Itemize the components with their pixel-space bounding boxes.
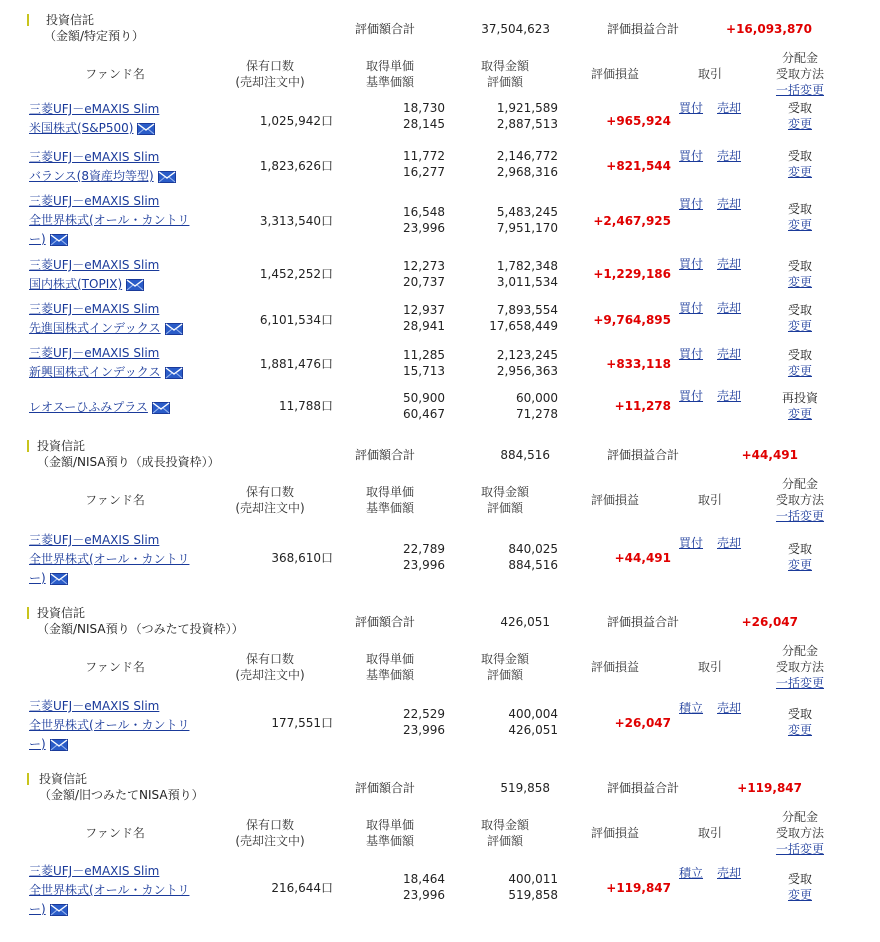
fund-name-link[interactable] (29, 256, 159, 294)
distribution-method: 受取 (787, 202, 812, 216)
unrealized-gain: +119,847 (606, 881, 671, 895)
unrealized-gain: +1,229,186 (593, 267, 671, 281)
unrealized-gain: +26,047 (614, 716, 671, 730)
total-value: 884,516 (500, 448, 550, 462)
fund-name-link[interactable] (29, 398, 170, 417)
unit-cost: 11,772 (403, 149, 445, 163)
mail-icon[interactable] (126, 279, 144, 291)
unrealized-gain: +44,491 (614, 551, 671, 565)
valuation: 519,858 (508, 888, 558, 902)
fund-name-line[interactable]: 三菱UFJ－eMAXIS Slim (29, 864, 160, 878)
section-subtitle: （金額/特定預り） (44, 29, 145, 43)
col-header-amount: 取得金額 (480, 485, 529, 499)
total-gain: +16,093,870 (726, 22, 812, 36)
col-header-value: 評価額 (486, 501, 523, 515)
unit-cost: 12,937 (403, 303, 445, 317)
col-header-value: 評価額 (486, 834, 523, 848)
col-header-units: 保有口数 (245, 485, 294, 499)
fund-name-line[interactable]: ー) (29, 230, 189, 249)
sell-link[interactable]: 売却 (717, 701, 742, 715)
fund-name-link[interactable] (29, 148, 176, 186)
col-header-cost: 取得単価 (365, 652, 414, 666)
total-gain-label: 評価損益合計 (607, 781, 680, 795)
unit-cost: 22,789 (403, 542, 445, 556)
col-header-gain: 評価損益 (590, 826, 639, 840)
col-header-fund: ファンド名 (85, 493, 145, 507)
sell-link[interactable]: 売却 (717, 866, 742, 880)
total-value-label: 評価額合計 (355, 781, 416, 795)
col-header-nav: 基準価額 (365, 668, 414, 682)
col-header-dist-method: 受取方法 (775, 67, 824, 81)
col-header-gain: 評価損益 (590, 67, 639, 81)
total-value-label: 評価額合計 (355, 448, 416, 462)
fund-name-line[interactable]: 全世界株式(オール・カントリ (29, 718, 190, 732)
col-header-amount: 取得金額 (480, 818, 529, 832)
fund-name-line[interactable]: 三菱UFJ－eMAXIS Slim (29, 302, 160, 316)
section-title: 投資信託 (37, 439, 86, 453)
total-gain-label: 評価損益合計 (607, 448, 680, 462)
unit-cost: 11,285 (403, 348, 445, 362)
col-header-nav: 基準価額 (365, 501, 414, 515)
distribution-method: 受取 (787, 542, 812, 556)
acquisition-amount: 1,921,589 (496, 101, 558, 115)
col-header-units-sub: (売却注文中) (235, 834, 305, 848)
buy-link[interactable]: 買付 (679, 347, 704, 361)
mail-icon[interactable] (165, 367, 183, 379)
unrealized-gain: +9,764,895 (593, 313, 671, 327)
section-subtitle: （金額/旧つみたてNISA預り） (39, 788, 204, 802)
valuation: 2,956,363 (496, 364, 558, 378)
col-header-units: 保有口数 (245, 818, 294, 832)
fund-name-line[interactable]: ー) (29, 735, 189, 754)
units-held: 3,313,540口 (259, 214, 333, 228)
buy-link[interactable]: 買付 (679, 301, 704, 315)
col-header-fund: ファンド名 (85, 826, 145, 840)
unit-cost: 50,900 (403, 391, 445, 405)
col-header-amount: 取得金額 (480, 59, 529, 73)
col-header-cost: 取得単価 (365, 818, 414, 832)
nav-price: 23,996 (403, 221, 445, 235)
fund-name-link[interactable] (29, 344, 183, 382)
col-header-units-sub: (売却注文中) (235, 668, 305, 682)
change-distribution-link[interactable]: 変更 (787, 319, 812, 333)
fund-name-link[interactable] (29, 300, 183, 338)
sell-link[interactable]: 売却 (717, 301, 742, 315)
valuation: 2,968,316 (496, 165, 558, 179)
col-header-dist: 分配金 (781, 644, 818, 658)
col-header-nav: 基準価額 (365, 75, 414, 89)
distribution-method: 受取 (787, 872, 812, 886)
valuation: 71,278 (516, 407, 558, 421)
section-title: 投資信託 (46, 13, 95, 27)
change-distribution-link[interactable]: 変更 (787, 723, 812, 737)
buy-link[interactable]: 買付 (679, 389, 704, 403)
col-header-units-sub: (売却注文中) (235, 501, 305, 515)
acquisition-amount: 2,123,245 (496, 348, 558, 362)
fund-name-link[interactable] (29, 862, 189, 919)
change-distribution-link[interactable]: 変更 (787, 117, 812, 131)
nav-price: 20,737 (403, 275, 445, 289)
total-gain-label: 評価損益合計 (607, 615, 680, 629)
fund-name-line[interactable]: 三菱UFJ－eMAXIS Slim (29, 533, 160, 547)
unrealized-gain: +833,118 (606, 357, 671, 371)
mail-icon[interactable] (50, 573, 68, 585)
col-header-dist-method: 受取方法 (775, 826, 824, 840)
distribution-method: 受取 (787, 149, 812, 163)
valuation: 7,951,170 (496, 221, 558, 235)
bulk-change-link[interactable]: 一括変更 (775, 83, 824, 97)
col-header-fund: ファンド名 (85, 660, 145, 674)
buy-link[interactable]: 買付 (679, 197, 704, 211)
valuation: 426,051 (508, 723, 558, 737)
nav-price: 28,145 (403, 117, 445, 131)
accumulate-link[interactable]: 積立 (679, 866, 704, 880)
valuation: 2,887,513 (496, 117, 558, 131)
col-header-amount: 取得金額 (480, 652, 529, 666)
bulk-change-link[interactable]: 一括変更 (775, 842, 824, 856)
units-held: 1,025,942口 (259, 114, 333, 128)
units-held: 1,452,252口 (259, 267, 333, 281)
total-gain: +119,847 (737, 781, 802, 795)
fund-name-link[interactable] (29, 100, 159, 138)
total-gain-label: 評価損益合計 (607, 22, 680, 36)
unrealized-gain: +821,544 (606, 159, 671, 173)
fund-name-line[interactable]: 三菱UFJ－eMAXIS Slim (29, 258, 160, 272)
sell-link[interactable]: 売却 (717, 347, 742, 361)
valuation: 884,516 (508, 558, 558, 572)
section-accent-bar (27, 440, 29, 452)
fund-name-line[interactable]: 国内株式(TOPIX) (29, 275, 159, 294)
fund-name-line[interactable]: ー) (29, 900, 189, 919)
col-header-trade: 取引 (697, 67, 722, 81)
sell-link[interactable]: 売却 (717, 197, 742, 211)
mail-icon[interactable] (50, 234, 68, 246)
section-subtitle: （金額/NISA預り（つみたて投資枠）） (37, 622, 244, 636)
unit-cost: 16,548 (403, 205, 445, 219)
fund-name-link[interactable] (29, 697, 189, 754)
nav-price: 16,277 (403, 165, 445, 179)
buy-link[interactable]: 買付 (679, 536, 704, 550)
section-title: 投資信託 (37, 606, 86, 620)
change-distribution-link[interactable]: 変更 (787, 275, 812, 289)
distribution-method: 受取 (787, 101, 812, 115)
col-header-units-sub: (売却注文中) (235, 75, 305, 89)
fund-name-line[interactable]: 三菱UFJ－eMAXIS Slim (29, 102, 160, 116)
acquisition-amount: 60,000 (516, 391, 558, 405)
acquisition-amount: 7,893,554 (496, 303, 558, 317)
fund-name-link[interactable] (29, 192, 189, 249)
fund-name-line[interactable]: バランス(8資産均等型) (29, 167, 176, 186)
distribution-method: 受取 (787, 303, 812, 317)
fund-name-line[interactable]: レオスーひふみプラス (29, 398, 170, 417)
acquisition-amount: 5,483,245 (496, 205, 558, 219)
fund-name-line[interactable]: 新興国株式インデックス (29, 363, 183, 382)
section-accent-bar (27, 607, 29, 619)
acquisition-amount: 400,004 (508, 707, 558, 721)
col-header-value: 評価額 (486, 75, 523, 89)
buy-link[interactable]: 買付 (679, 257, 704, 271)
fund-name-line[interactable]: 米国株式(S&P500) (29, 119, 159, 138)
fund-name-line[interactable]: 三菱UFJ－eMAXIS Slim (29, 346, 160, 360)
col-header-gain: 評価損益 (590, 493, 639, 507)
nav-price: 15,713 (403, 364, 445, 378)
change-distribution-link[interactable]: 変更 (787, 407, 812, 421)
valuation: 17,658,449 (489, 319, 558, 333)
distribution-method: 受取 (787, 348, 812, 362)
change-distribution-link[interactable]: 変更 (787, 165, 812, 179)
buy-link[interactable]: 買付 (679, 149, 704, 163)
col-header-cost: 取得単価 (365, 59, 414, 73)
units-held: 1,823,626口 (259, 159, 333, 173)
distribution-method: 受取 (787, 259, 812, 273)
col-header-fund: ファンド名 (85, 67, 145, 81)
unit-cost: 22,529 (403, 707, 445, 721)
mail-icon[interactable] (137, 123, 155, 135)
sell-link[interactable]: 売却 (717, 389, 742, 403)
sell-link[interactable]: 売却 (717, 257, 742, 271)
col-header-cost: 取得単価 (365, 485, 414, 499)
sell-link[interactable]: 売却 (717, 101, 742, 115)
unrealized-gain: +965,924 (606, 114, 671, 128)
mail-icon[interactable] (50, 904, 68, 916)
valuation: 3,011,534 (496, 275, 558, 289)
col-header-units: 保有口数 (245, 652, 294, 666)
accumulate-link[interactable]: 積立 (679, 701, 704, 715)
total-gain: +44,491 (741, 448, 798, 462)
nav-price: 28,941 (403, 319, 445, 333)
sell-link[interactable]: 売却 (717, 149, 742, 163)
nav-price: 23,996 (403, 888, 445, 902)
bulk-change-link[interactable]: 一括変更 (775, 509, 824, 523)
mail-icon[interactable] (50, 739, 68, 751)
units-held: 216,644口 (271, 881, 333, 895)
total-value: 426,051 (500, 615, 550, 629)
unit-cost: 12,273 (403, 259, 445, 273)
acquisition-amount: 840,025 (508, 542, 558, 556)
col-header-dist: 分配金 (781, 477, 818, 491)
col-header-dist-method: 受取方法 (775, 493, 824, 507)
section-accent-bar (27, 14, 29, 26)
col-header-value: 評価額 (486, 668, 523, 682)
fund-name-line[interactable]: ー) (29, 569, 189, 588)
sell-link[interactable]: 売却 (717, 536, 742, 550)
col-header-nav: 基準価額 (365, 834, 414, 848)
col-header-trade: 取引 (697, 826, 722, 840)
mail-icon[interactable] (165, 323, 183, 335)
total-value: 519,858 (500, 781, 550, 795)
total-value-label: 評価額合計 (355, 615, 416, 629)
units-held: 6,101,534口 (259, 313, 333, 327)
section-accent-bar (27, 773, 29, 785)
unrealized-gain: +11,278 (614, 399, 671, 413)
distribution-method: 再投資 (781, 391, 818, 405)
change-distribution-link[interactable]: 変更 (787, 218, 812, 232)
unrealized-gain: +2,467,925 (593, 214, 671, 228)
unit-cost: 18,464 (403, 872, 445, 886)
bulk-change-link[interactable]: 一括変更 (775, 676, 824, 690)
col-header-dist-method: 受取方法 (775, 660, 824, 674)
acquisition-amount: 2,146,772 (496, 149, 558, 163)
units-held: 1,881,476口 (259, 357, 333, 371)
col-header-dist: 分配金 (781, 51, 818, 65)
col-header-gain: 評価損益 (590, 660, 639, 674)
fund-name-line[interactable]: 全世界株式(オール・カントリ (29, 552, 190, 566)
distribution-method: 受取 (787, 707, 812, 721)
fund-name-line[interactable]: 三菱UFJ－eMAXIS Slim (29, 150, 160, 164)
fund-name-line[interactable]: 三菱UFJ－eMAXIS Slim (29, 194, 160, 208)
mail-icon[interactable] (158, 171, 176, 183)
units-held: 368,610口 (271, 551, 333, 565)
col-header-dist: 分配金 (781, 810, 818, 824)
total-gain: +26,047 (741, 615, 798, 629)
change-distribution-link[interactable]: 変更 (787, 558, 812, 572)
col-header-trade: 取引 (697, 660, 722, 674)
col-header-units: 保有口数 (245, 59, 294, 73)
fund-name-line[interactable]: 全世界株式(オール・カントリ (29, 213, 190, 227)
units-held: 11,788口 (279, 399, 333, 413)
total-value-label: 評価額合計 (355, 22, 416, 36)
fund-name-line[interactable]: 三菱UFJ－eMAXIS Slim (29, 699, 160, 713)
units-held: 177,551口 (271, 716, 333, 730)
section-title: 投資信託 (39, 772, 88, 786)
change-distribution-link[interactable]: 変更 (787, 364, 812, 378)
acquisition-amount: 1,782,348 (496, 259, 558, 273)
unit-cost: 18,730 (403, 101, 445, 115)
change-distribution-link[interactable]: 変更 (787, 888, 812, 902)
buy-link[interactable]: 買付 (679, 101, 704, 115)
col-header-trade: 取引 (697, 493, 722, 507)
total-value: 37,504,623 (481, 22, 550, 36)
nav-price: 23,996 (403, 723, 445, 737)
section-subtitle: （金額/NISA預り（成長投資枠）） (37, 455, 220, 469)
acquisition-amount: 400,011 (508, 872, 558, 886)
nav-price: 23,996 (403, 558, 445, 572)
fund-name-line[interactable]: 先進国株式インデックス (29, 319, 183, 338)
fund-name-line[interactable]: 全世界株式(オール・カントリ (29, 883, 190, 897)
mail-icon[interactable] (152, 402, 170, 414)
fund-name-link[interactable] (29, 531, 189, 588)
nav-price: 60,467 (403, 407, 445, 421)
